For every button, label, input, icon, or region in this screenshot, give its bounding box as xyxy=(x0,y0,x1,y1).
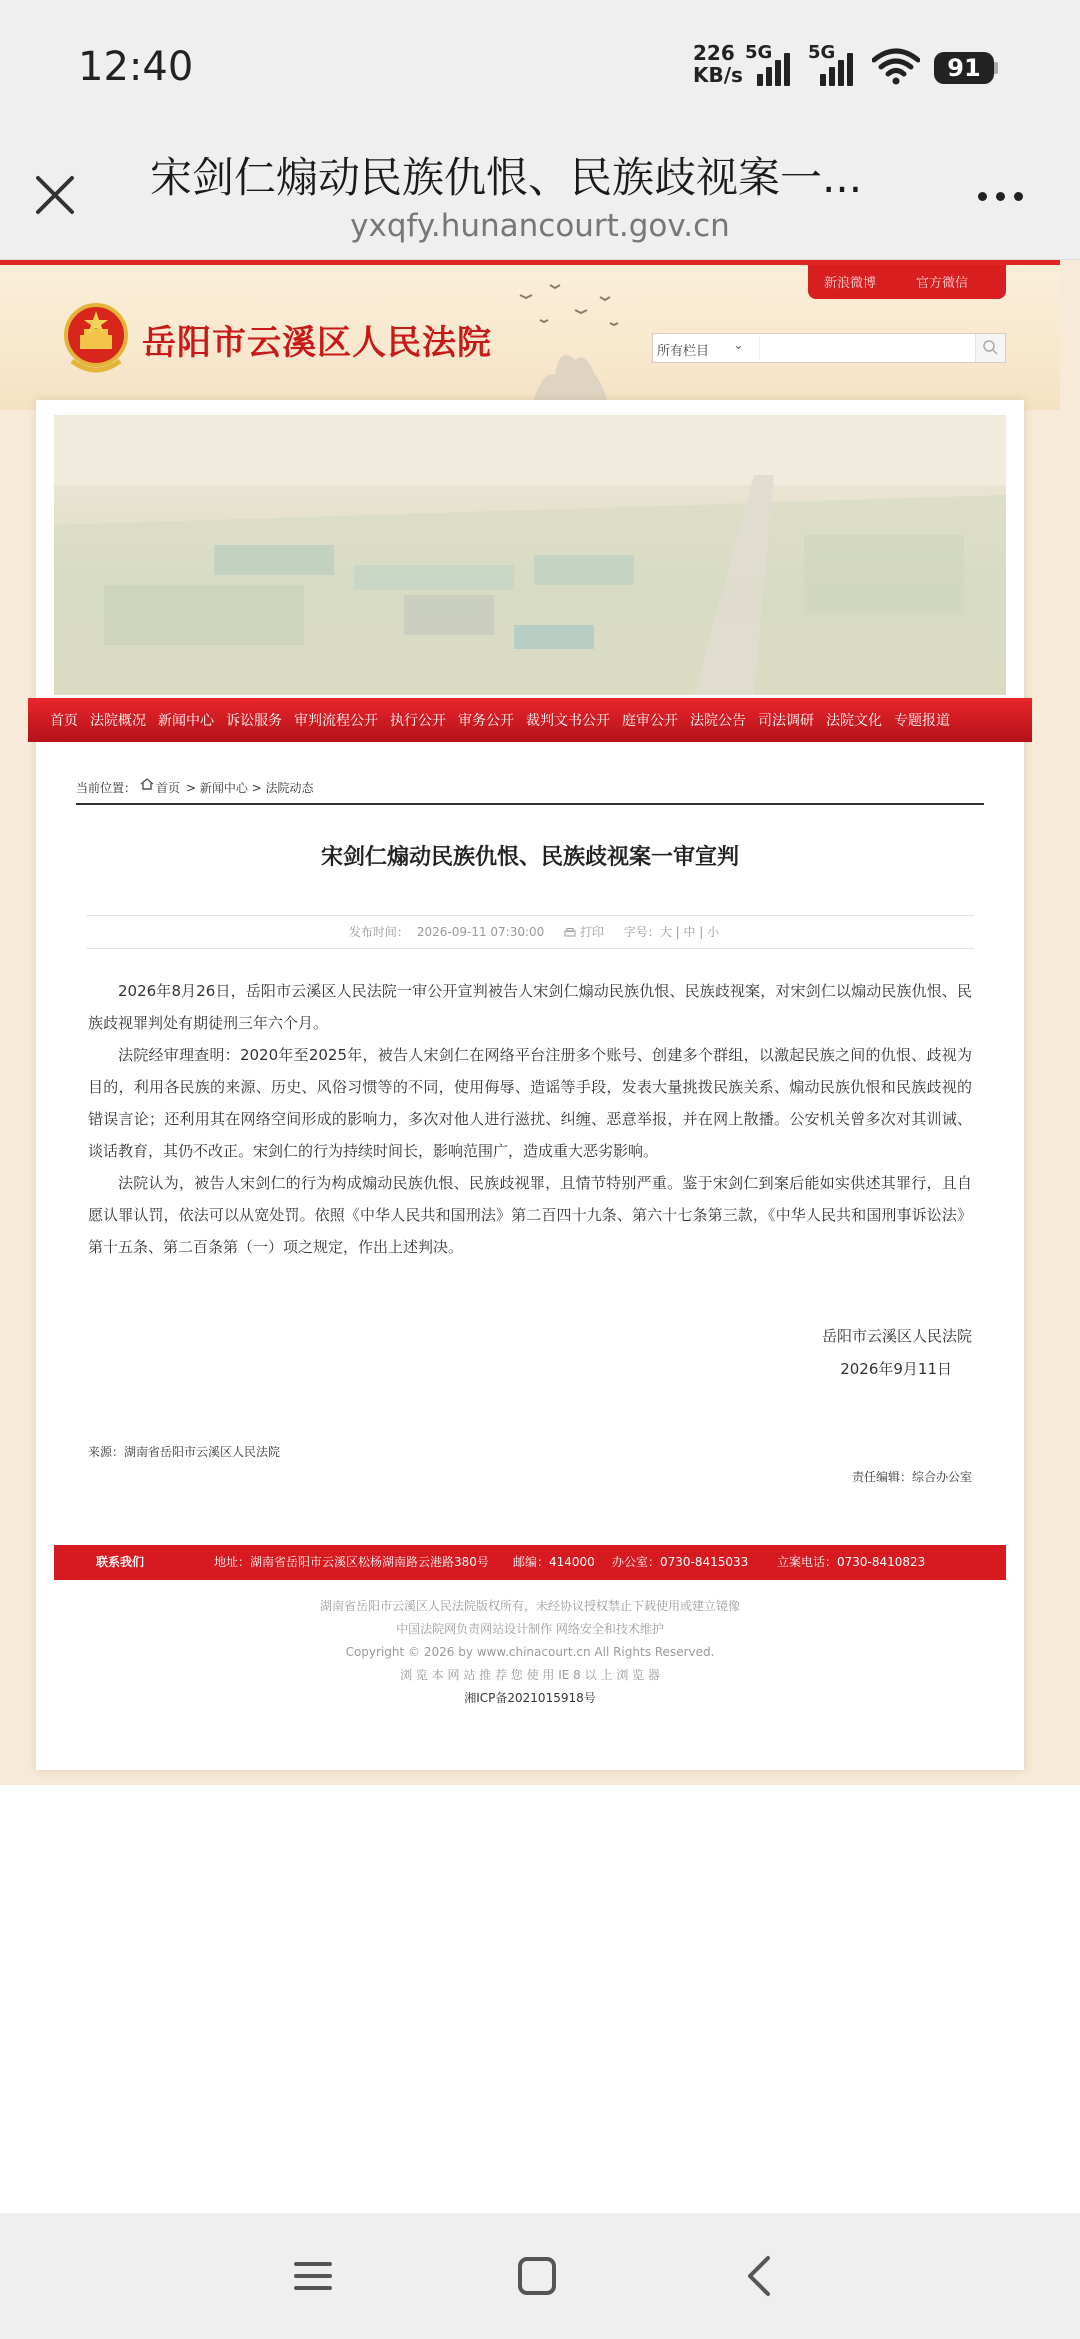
signal-icon xyxy=(745,44,791,86)
status-time: 12:40 xyxy=(78,44,194,90)
breadcrumb-home[interactable]: 首页 xyxy=(156,781,181,795)
breadcrumb-label: 当前位置： xyxy=(76,781,137,795)
nav-item-trial-process[interactable]: 审判流程公开 xyxy=(294,713,378,729)
article-paragraph: 法院认为，被告人宋剑仁的行为构成煽动民族仇恨、民族歧视罪，且情节特别严重。鉴于宋剑仁到案后能如实供述其罪行，且自愿认罪认罚，依法可以从宽处罚。依照《中华人民共和国刑法》第二百四十九条、第六十七条第三款，《中华人民共和国刑事诉讼法》第十五条、第二百条第（一）项之规定，作出上述判决。 xyxy=(88,1174,972,1256)
nav-item-affairs[interactable]: 审务公开 xyxy=(458,713,514,729)
nav-item-execution[interactable]: 执行公开 xyxy=(390,713,446,729)
content-card xyxy=(36,400,1024,1770)
main-nav xyxy=(28,698,1032,742)
footer-line: 浏 览 本 网 站 推 荐 您 使 用 IE 8 以 上 浏 览 器 xyxy=(400,1668,660,1682)
publish-time: 2026-09-11 07:30:00 xyxy=(416,925,545,939)
court-name-logo[interactable]: 岳阳市云溪区人民法院 xyxy=(142,323,492,363)
birds-decoration xyxy=(500,275,630,415)
footer-filing-phone: 立案电话：0730-8410823 xyxy=(777,1555,926,1569)
article-paragraph: 2026年8月26日，岳阳市云溪区人民法院一审公开宣判被告人宋剑仁煽动民族仇恨、民族歧视案，对宋剑仁以煽动民族仇恨、民族歧视罪判处有期徒刑三年六个月。 xyxy=(88,982,972,1032)
page-url[interactable]: yxqfy.hunancourt.gov.cn xyxy=(350,208,730,244)
footer-contact-bar xyxy=(54,1545,1006,1580)
search-input[interactable] xyxy=(759,337,969,359)
page-title: 宋剑仁煽动民族仇恨、民族歧视案一... xyxy=(150,153,863,202)
nav-item-research[interactable]: 司法调研 xyxy=(758,713,814,729)
banner-image xyxy=(54,415,1006,695)
footer-info xyxy=(36,1595,1024,1710)
aerial-city-image xyxy=(54,415,1006,695)
footer-postcode: 邮编：414000 xyxy=(513,1555,595,1569)
nav-item-notices[interactable]: 法院公告 xyxy=(690,713,746,729)
article-paragraph: 法院经审理查明：2020年至2025年，被告人宋剑仁在网络平台注册多个账号、创建多个群组，以激起民族之间的仇恨、歧视为目的，利用各民族的来源、历史、风俗习惯等的不同，使用侮辱、造谣等手段，发表大量挑拨民族关系、煽动民族仇恨和民族歧视的错误言论；还利用其在网络空间形成的影响力，多次对他人进行滋扰、纠缠、恶意举报，并在网上散播。公安机关曾多次对其训诫、谈话教育，其仍不改正。宋剑仁的行为持续时间长，影响范围广，造成重大恶劣影响。 xyxy=(88,1046,972,1160)
article-source: 来源：湖南省岳阳市云溪区人民法院 xyxy=(88,1445,281,1459)
footer-line: Copyright © 2026 by www.chinacourt.cn All Rights Reserved. xyxy=(345,1645,715,1659)
network-speed xyxy=(693,42,743,86)
network-speed-value: 226 xyxy=(693,41,735,65)
wechat-link[interactable]: 官方微信 xyxy=(916,276,969,291)
chevron-down-icon[interactable]: ⌄ xyxy=(733,338,744,353)
back-icon[interactable] xyxy=(736,2251,786,2301)
breadcrumb-path[interactable]: > 新闻中心 > 法院动态 xyxy=(186,781,314,795)
home-button-icon[interactable] xyxy=(512,2251,562,2301)
nav-item-overview[interactable]: 法院概况 xyxy=(90,713,146,729)
nav-item-special[interactable]: 专题报道 xyxy=(894,713,950,729)
more-options-icon[interactable] xyxy=(978,188,1028,204)
recent-apps-icon[interactable] xyxy=(288,2251,338,2301)
battery-tip xyxy=(994,62,998,74)
wifi-icon xyxy=(872,48,920,86)
article-body xyxy=(88,975,972,1263)
nav-item-litigation[interactable]: 诉讼服务 xyxy=(226,713,282,729)
battery-icon: 91 xyxy=(934,52,994,84)
signal-1-label: 5G xyxy=(745,42,773,63)
footer-contact-label: 联系我们 xyxy=(96,1555,145,1569)
signal-2-label: 5G xyxy=(808,42,836,63)
search-icon xyxy=(976,334,1006,362)
national-emblem-icon xyxy=(62,301,130,377)
article-editor: 责任编辑：综合办公室 xyxy=(851,1470,972,1484)
nav-item-home[interactable]: 首页 xyxy=(50,713,78,729)
site-header xyxy=(0,260,1060,410)
font-size-options[interactable]: 大 | 中 | 小 xyxy=(659,925,720,939)
signature-date: 2026年9月11日 xyxy=(840,1360,952,1378)
weibo-link[interactable]: 新浪微博 xyxy=(824,276,877,291)
website xyxy=(0,260,1080,1785)
print-icon xyxy=(564,928,576,938)
home-icon xyxy=(140,777,154,791)
print-label: 打印 xyxy=(579,925,604,939)
publish-label: 发布时间： xyxy=(348,925,409,939)
nav-item-hearings[interactable]: 庭审公开 xyxy=(622,713,678,729)
site-search xyxy=(652,333,1006,363)
print-button[interactable] xyxy=(564,925,604,939)
article-meta xyxy=(86,915,974,949)
network-speed-unit: KB/s xyxy=(693,63,743,87)
breadcrumb xyxy=(76,775,984,805)
nav-item-culture[interactable]: 法院文化 xyxy=(826,713,882,729)
font-size-label: 字号： xyxy=(623,925,660,939)
search-scope-select[interactable]: 所有栏目 xyxy=(657,344,710,359)
footer-line: 湖南省岳阳市云溪区人民法院版权所有，未经协议授权禁止下载使用或建立镜像 xyxy=(319,1599,740,1613)
signal-icon-2 xyxy=(808,44,854,86)
signature-org: 岳阳市云溪区人民法院 xyxy=(821,1327,972,1345)
footer-icp[interactable]: 湘ICP备2021015918号 xyxy=(464,1691,596,1705)
status-bar xyxy=(0,0,1080,130)
nav-item-news[interactable]: 新闻中心 xyxy=(158,713,214,729)
social-links xyxy=(808,265,1006,299)
browser-toolbar xyxy=(0,130,1080,260)
system-nav-bar xyxy=(0,2213,1080,2339)
article-title: 宋剑仁煽动民族仇恨、民族歧视案一审宣判 xyxy=(320,845,739,870)
footer-address: 地址：湖南省岳阳市云溪区松杨湖南路云港路380号 xyxy=(214,1555,489,1569)
search-button[interactable] xyxy=(975,334,1005,362)
nav-item-judgments[interactable]: 裁判文书公开 xyxy=(526,713,610,729)
footer-line: 中国法院网负责网站设计制作 网络安全和技术维护 xyxy=(396,1622,664,1636)
footer-office-phone: 办公室：0730-8415033 xyxy=(612,1555,749,1569)
